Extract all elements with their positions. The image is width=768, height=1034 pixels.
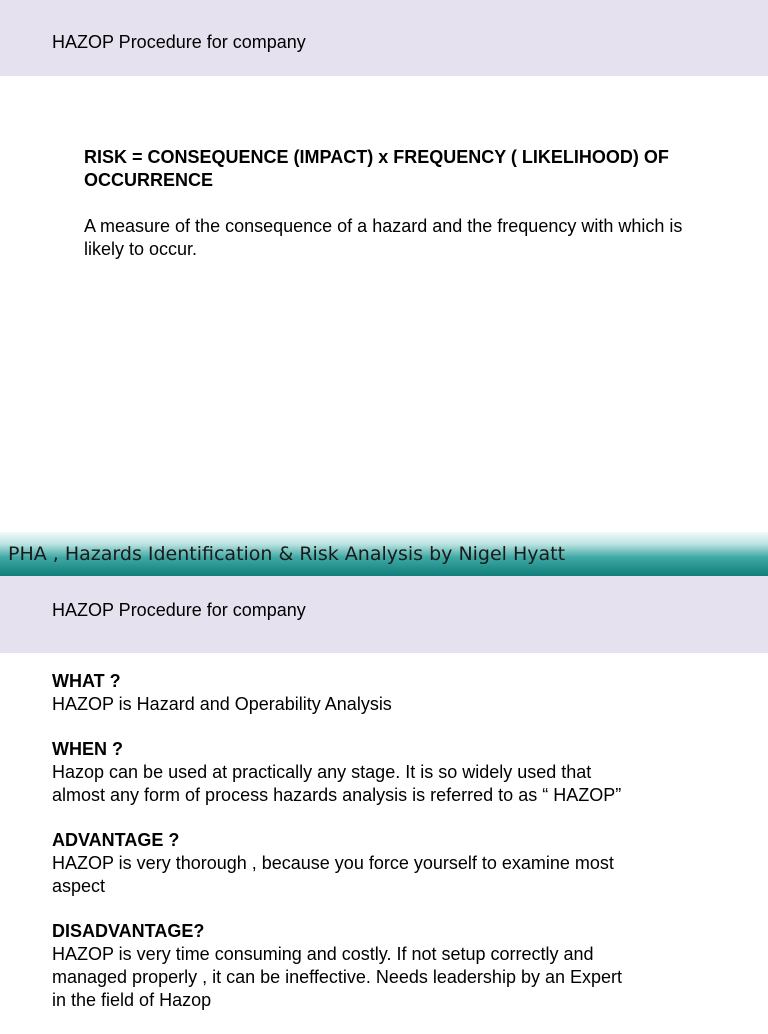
banner-title: PHA , Hazards Identification & Risk Analysis by Nigel Hyatt — [8, 543, 566, 565]
slide-header — [0, 0, 768, 76]
qa-body: HAZOP is very thorough , because you force yourself to examine most aspect — [52, 853, 614, 896]
qa-heading: WHAT ? — [52, 671, 121, 691]
qa-heading: WHEN ? — [52, 739, 123, 759]
qa-item — [52, 738, 632, 807]
footer-banner — [0, 532, 768, 576]
qa-body: Hazop can be used at practically any stage. It is so widely used that almost any form of process hazards analysis is referred to as “ HAZOP” — [52, 762, 622, 805]
risk-formula: RISK = CONSEQUENCE (IMPACT) x FREQUENCY ( LIKELIHOOD) OF OCCURRENCE — [84, 147, 669, 190]
qa-list — [52, 670, 632, 1034]
qa-heading: DISADVANTAGE? — [52, 921, 205, 941]
qa-body: HAZOP is very time consuming and costly. If not setup correctly and managed properly , it can be ineffective. Needs leadership by an Expert in the field of Hazop — [52, 944, 623, 1010]
slide-title: HAZOP Procedure for company — [52, 600, 306, 620]
risk-description: A measure of the consequence of a hazard and the frequency with which is likely to occur. — [84, 216, 683, 259]
qa-item — [52, 670, 632, 716]
slide-title: HAZOP Procedure for company — [52, 32, 306, 52]
risk-definition — [84, 146, 704, 261]
qa-heading: ADVANTAGE ? — [52, 830, 180, 850]
qa-item — [52, 920, 632, 1012]
slide-header — [0, 576, 768, 653]
qa-body: HAZOP is Hazard and Operability Analysis — [52, 694, 392, 714]
qa-item — [52, 829, 632, 898]
